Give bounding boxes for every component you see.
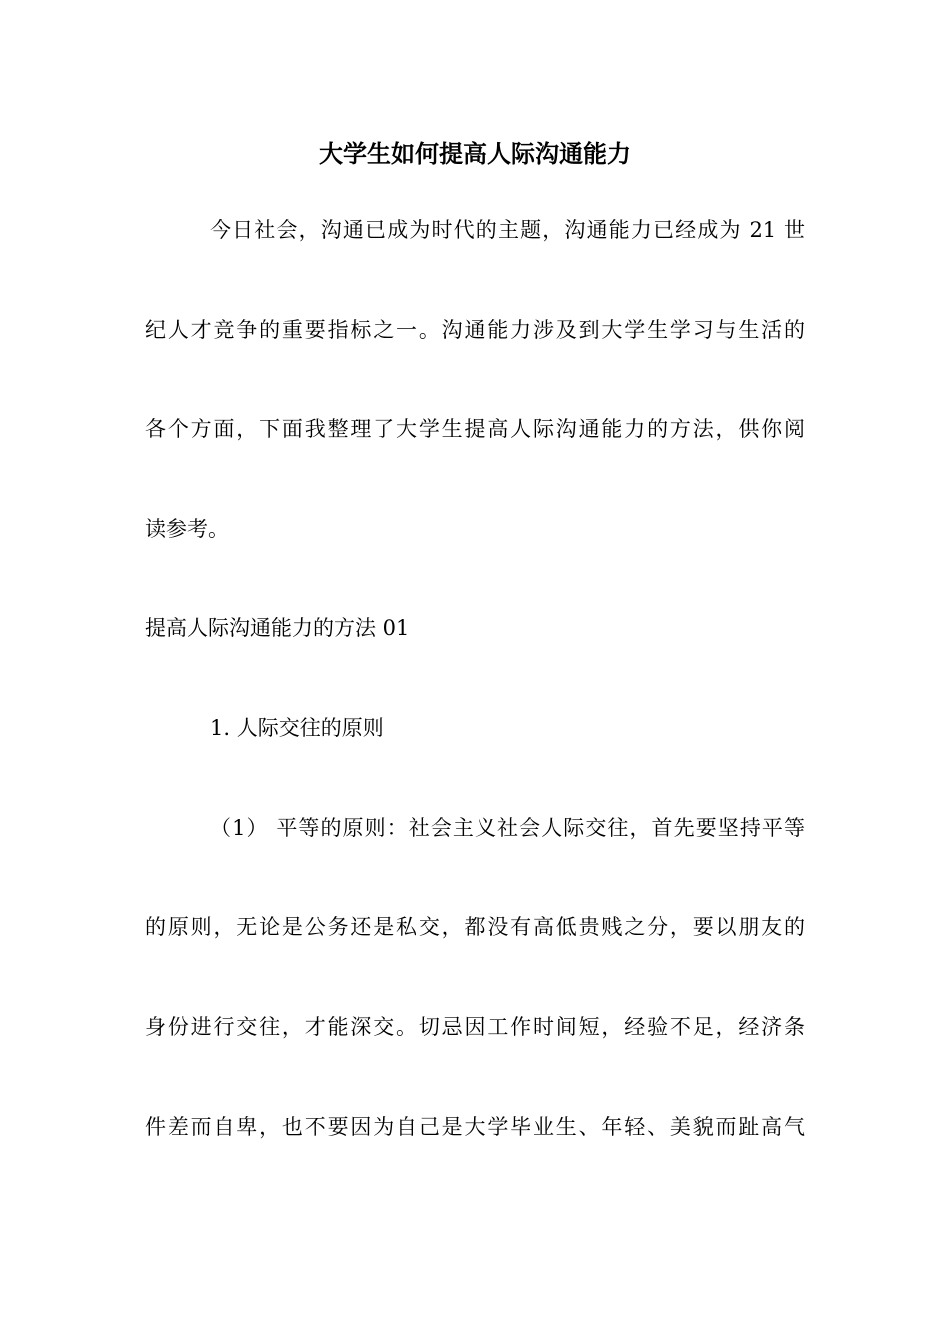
subheading: 1. 人际交往的原则 — [210, 716, 384, 740]
item-line-2: 的原则，无论是公务还是私交，都没有高低贵贱之分，要以朋友的 — [145, 915, 805, 939]
item-line-4: 件差而自卑，也不要因为自己是大学毕业生、年轻、美貌而趾高气 — [145, 1115, 805, 1139]
intro-line-1: 今日社会，沟通已成为时代的主题，沟通能力已经成为 21 世 — [210, 218, 805, 242]
intro-line-4: 读参考。 — [145, 517, 229, 541]
item-line-1: （1） 平等的原则：社会主义社会人际交往，首先要坚持平等 — [210, 816, 805, 840]
document-title: 大学生如何提高人际沟通能力 — [319, 139, 631, 168]
section-heading: 提高人际沟通能力的方法 01 — [145, 616, 410, 640]
intro-line-3: 各个方面，下面我整理了大学生提高人际沟通能力的方法，供你阅 — [145, 417, 805, 441]
item-line-3: 身份进行交往，才能深交。切忌因工作时间短，经验不足，经济条 — [145, 1015, 805, 1039]
intro-line-2: 纪人才竞争的重要指标之一。沟通能力涉及到大学生学习与生活的 — [145, 318, 805, 342]
